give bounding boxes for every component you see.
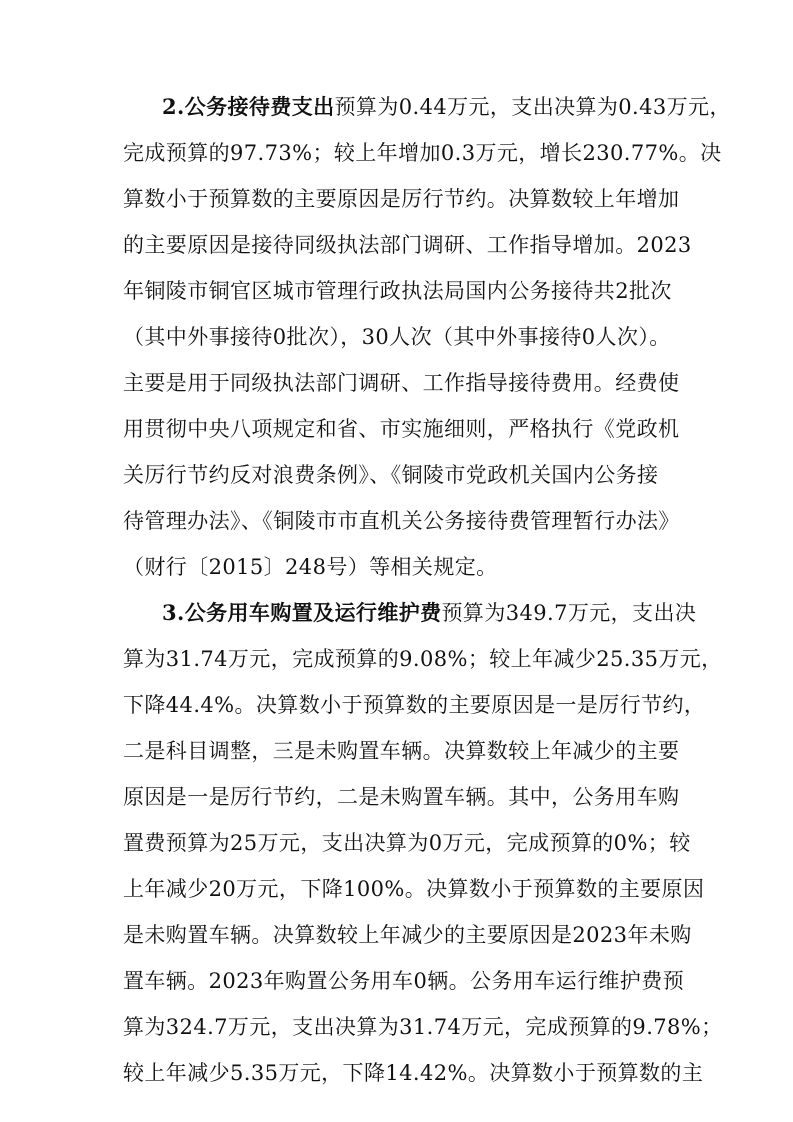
section3-heading: 3.公务用车购置及运行维护费	[162, 600, 442, 625]
section2-line-11: （财行〔2015〕248号）等相关规定。	[123, 555, 498, 579]
section2-line-6: （其中外事接待0批次），30人次（其中外事接待0人次）。	[123, 325, 671, 349]
section2-line-1	[162, 92, 731, 122]
section3-line-8: 是未购置车辆。决算数较上年减少的主要原因是2023年未购	[123, 923, 692, 947]
section2-line-9: 关厉行节约反对浪费条例》、《铜陵市党政机关国内公务接	[123, 463, 659, 487]
section2-line-5: 年铜陵市铜官区城市管理行政执法局国内公务接待共2批次	[123, 279, 672, 303]
section2-line-10: 待管理办法》、《铜陵市市直机关公务接待费管理暂行办法》	[123, 509, 680, 533]
section2-line-7: 主要是用于同级执法部门调研、工作指导接待费用。经费使	[123, 371, 680, 395]
section2-line-3: 算数小于预算数的主要原因是厉行节约。决算数较上年增加	[123, 187, 680, 211]
section3-line-10: 算为324.7万元，支出决算为31.74万元，完成预算的9.78%；	[123, 1015, 723, 1039]
section3-line-7: 上年减少20万元，下降100%。决算数小于预算数的主要原因	[123, 877, 705, 901]
section2-text: 预算为0.44万元，支出决算为0.43万元，	[334, 95, 731, 119]
section2-line-8: 用贯彻中央八项规定和省、市实施细则，严格执行《党政机	[123, 417, 680, 441]
section3-text: 预算为349.7万元，支出决	[441, 601, 697, 625]
section2-line-4: 的主要原因是接待同级执法部门调研、工作指导增加。2023	[123, 233, 692, 257]
section2-line-2: 完成预算的97.73%；较上年增加0.3万元，增长230.77%。决	[123, 141, 722, 165]
section3-line-6: 置费预算为25万元，支出决算为0万元，完成预算的0%；较	[123, 831, 691, 855]
section3-line-9: 置车辆。2023年购置公务用车0辆。公务用车运行维护费预	[123, 969, 685, 993]
section3-line-4: 二是科目调整，三是未购置车辆。决算数较上年减少的主要	[123, 739, 680, 763]
section3-line-3: 下降44.4%。决算数小于预算数的主要原因是一是厉行节约，	[123, 693, 706, 717]
section3-line-2: 算为31.74万元，完成预算的9.08%；较上年减少25.35万元，	[123, 647, 723, 671]
section3-line-11: 较上年减少5.35万元，下降14.42%。决算数小于预算数的主	[123, 1061, 704, 1085]
section2-heading: 2.公务接待费支出	[162, 94, 335, 119]
section3-line-1	[162, 598, 697, 628]
section3-line-5: 原因是一是厉行节约，二是未购置车辆。其中，公务用车购	[123, 785, 680, 809]
